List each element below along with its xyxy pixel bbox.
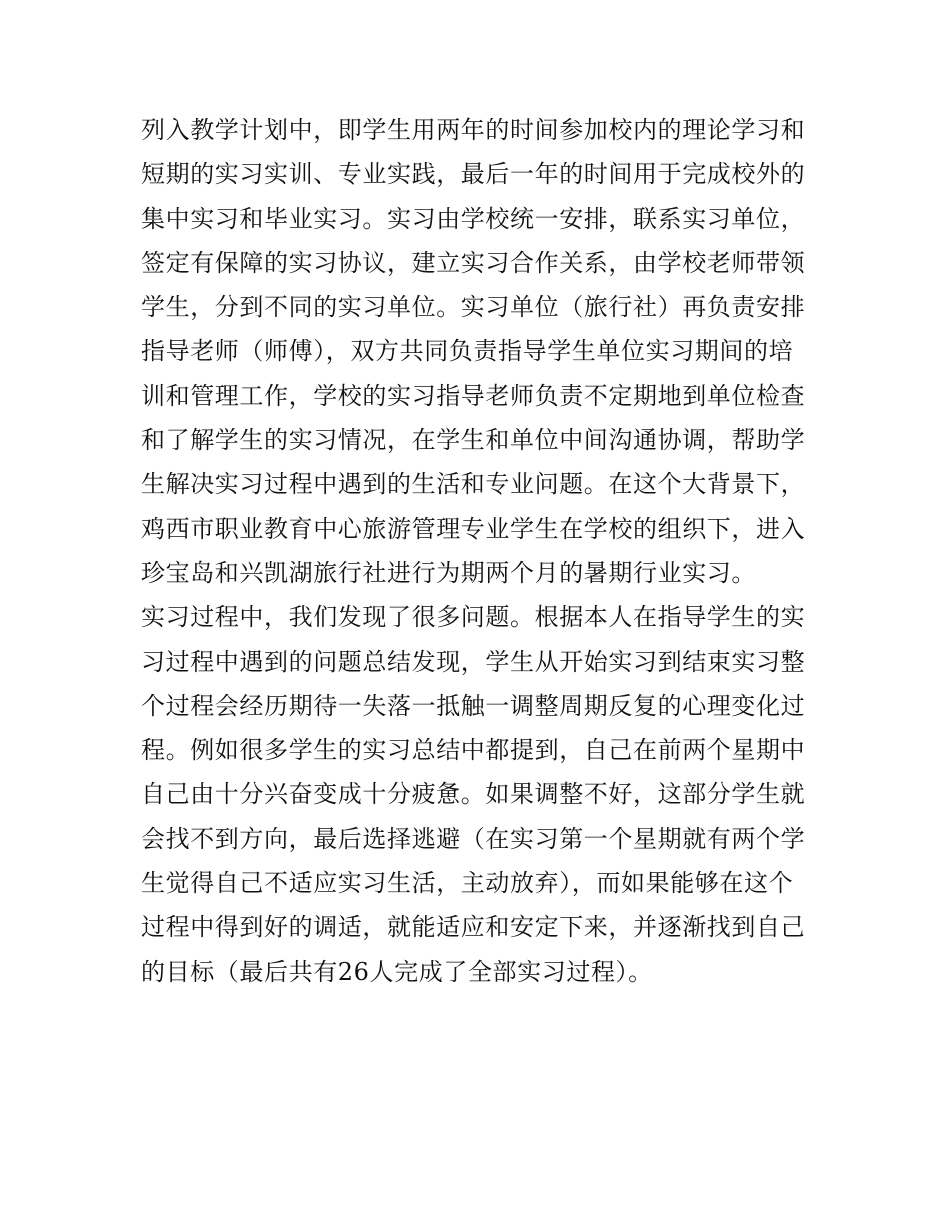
text-line: 个过程会经历期待一失落一抵触一调整周期反复的心理变化过 (141, 691, 806, 720)
text-line: 签定有保障的实习协议，建立实习合作关系，由学校老师带领 (141, 248, 806, 277)
text-line: 实习过程中，我们发现了很多问题。根据本人在指导学生的实 (141, 603, 806, 632)
text-line: 自己由十分兴奋变成十分疲惫。如果调整不好，这部分学生就 (141, 780, 806, 809)
text-line: 鸡西市职业教育中心旅游管理专业学生在学校的组织下，进入 (141, 514, 806, 543)
text-line: 学生，分到不同的实习单位。实习单位（旅行社）再负责安排 (141, 293, 806, 322)
text-line: 过程中得到好的调适，就能适应和安定下来，并逐渐找到自己 (141, 913, 806, 942)
text-line: 和了解学生的实习情况，在学生和单位中间沟通协调，帮助学 (141, 426, 806, 455)
text-line: 短期的实习实训、专业实践，最后一年的时间用于完成校外的 (141, 160, 806, 189)
text-line: 的目标（最后共有26人完成了全部实习过程）。 (141, 957, 653, 986)
text-line: 会找不到方向，最后选择逃避（在实习第一个星期就有两个学 (141, 824, 806, 853)
paragraph-2 (141, 595, 821, 994)
text-line: 列入教学计划中，即学生用两年的时间参加校内的理论学习和 (141, 116, 806, 144)
text-line: 程。例如很多学生的实习总结中都提到，自己在前两个星期中 (141, 736, 806, 765)
body-text (141, 108, 821, 994)
text-line: 指导老师（师傅），双方共同负责指导学生单位实习期间的培 (141, 337, 794, 366)
text-line: 习过程中遇到的问题总结发现，学生从开始实习到结束实习整 (141, 647, 806, 676)
text-line: 珍宝岛和兴凯湖旅行社进行为期两个月的暑期行业实习。 (141, 558, 756, 587)
text-line: 集中实习和毕业实习。实习由学校统一安排，联系实习单位， (141, 204, 806, 233)
text-line: 生觉得自己不适应实习生活，主动放弃），而如果能够在这个 (141, 869, 794, 898)
paragraph-1 (141, 108, 821, 595)
text-line: 生解决实习过程中遇到的生活和专业问题。在这个大背景下， (141, 470, 806, 499)
text-line: 训和管理工作，学校的实习指导老师负责不定期地到单位检查 (141, 381, 806, 410)
